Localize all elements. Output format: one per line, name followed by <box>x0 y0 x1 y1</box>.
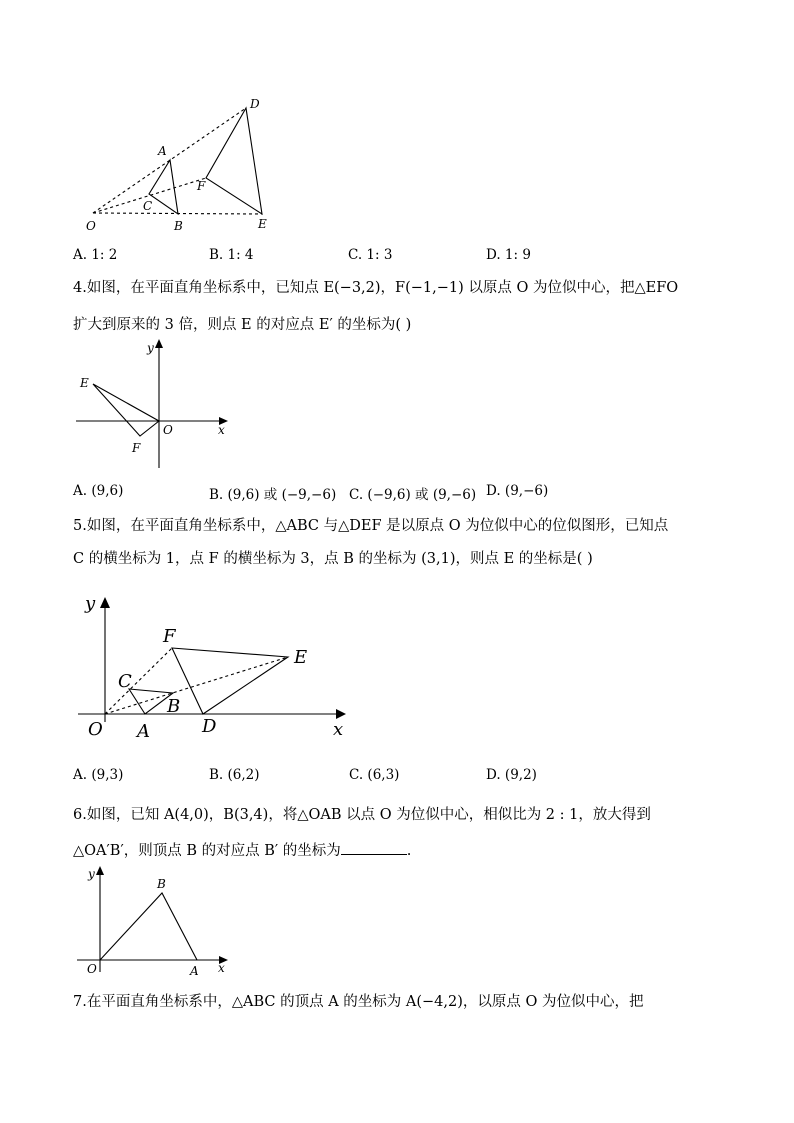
q5-text-line2: C 的横坐标为 1，点 F 的横坐标为 3，点 B 的坐标为 (3,1)，则点 E 的坐标是( ) <box>73 551 593 567</box>
q4-triangle-efo <box>93 384 159 436</box>
q5-label-x: x <box>333 719 344 740</box>
q6-label-y: y <box>88 867 95 881</box>
q4-option-a: A. (9,6) <box>73 483 124 499</box>
q6-label-x: x <box>218 961 225 975</box>
q4-label-e: E <box>80 376 89 390</box>
q5-triangle-def <box>172 648 288 714</box>
q5-label-f: F <box>163 626 176 647</box>
q3-label-d: D <box>250 97 260 111</box>
q3-label-b: B <box>174 219 183 233</box>
q5-label-e: E <box>294 647 308 668</box>
q5-y-arrow-icon <box>100 597 110 608</box>
q6-label-o: O <box>87 962 97 976</box>
q6-text-line2-prefix: △OA′B′，则顶点 B 的对应点 B′ 的坐标为 <box>73 843 341 859</box>
q5-option-d: D. (9,2) <box>486 767 537 783</box>
q3-option-c: C. 1: 3 <box>348 247 393 263</box>
q5-x-arrow-icon <box>336 709 346 719</box>
q4-label-y: y <box>147 341 154 355</box>
q3-triangle-abc <box>149 160 178 214</box>
q4-text-line2: 扩大到原来的 3 倍，则点 E 的对应点 E′ 的坐标为( ) <box>73 317 412 333</box>
q3-label-c: C <box>143 199 153 213</box>
q5-label-d: D <box>202 716 217 737</box>
q3-option-b: B. 1: 4 <box>209 247 254 263</box>
q6-text-line1: 6.如图，已知 A(4,0)，B(3,4)，将△OAB 以点 O 为位似中心，相似比为 2 : 1，放大得到 <box>73 807 651 823</box>
q6-figure <box>75 864 235 979</box>
q4-option-d: D. (9,−6) <box>486 483 549 499</box>
q5-label-o: O <box>88 719 103 740</box>
q5-text-line1: 5.如图，在平面直角坐标系中，△ABC 与△DEF 是以原点 O 为位似中心的位似图形，已知点 <box>73 518 669 534</box>
q6-text-line2 <box>73 839 411 860</box>
q3-label-f: F <box>197 179 206 193</box>
q4-option-b: B. (9,6) 或 (−9,−6) <box>209 487 337 503</box>
q4-y-arrow-icon <box>155 339 163 348</box>
q6-y-arrow-icon <box>96 866 104 875</box>
q5-label-y: y <box>85 593 96 614</box>
q5-option-b: B. (6,2) <box>209 767 260 783</box>
q4-label-x: x <box>218 423 225 437</box>
q3-triangle-def <box>206 108 262 214</box>
q3-label-o: O <box>86 219 96 233</box>
q4-text-line1: 4.如图，在平面直角坐标系中，已知点 E(−3,2)，F(−1,−1) 以原点 O 为位似中心，把△EFO <box>73 280 679 296</box>
q3-figure <box>80 95 280 235</box>
q5-option-c: C. (6,3) <box>349 767 400 783</box>
q4-label-f: F <box>132 441 141 455</box>
q3-option-d: D. 1: 9 <box>486 247 531 263</box>
q5-dashed-oe <box>105 657 288 714</box>
q3-label-e: E <box>258 217 267 231</box>
q6-answer-blank <box>341 842 407 855</box>
q6-label-a: A <box>190 964 199 978</box>
q5-figure <box>78 588 353 744</box>
q6-triangle-oab <box>100 893 197 960</box>
q3-option-a: A. 1: 2 <box>73 247 118 263</box>
q3-label-a: A <box>158 144 167 158</box>
q7-text-line1: 7.在平面直角坐标系中，△ABC 的顶点 A 的坐标为 A(−4,2)，以原点 O 为位似中心，把 <box>73 994 644 1010</box>
q5-label-c: C <box>118 671 132 692</box>
q4-label-o: O <box>163 423 173 437</box>
q4-figure <box>70 338 235 473</box>
q5-label-a: A <box>137 721 150 742</box>
q4-option-c: C. (−9,6) 或 (9,−6) <box>349 487 477 503</box>
q5-label-b: B <box>167 696 181 717</box>
q5-option-a: A. (9,3) <box>73 767 124 783</box>
q6-text-line2-suffix: . <box>406 843 412 859</box>
q6-label-b: B <box>157 877 166 891</box>
